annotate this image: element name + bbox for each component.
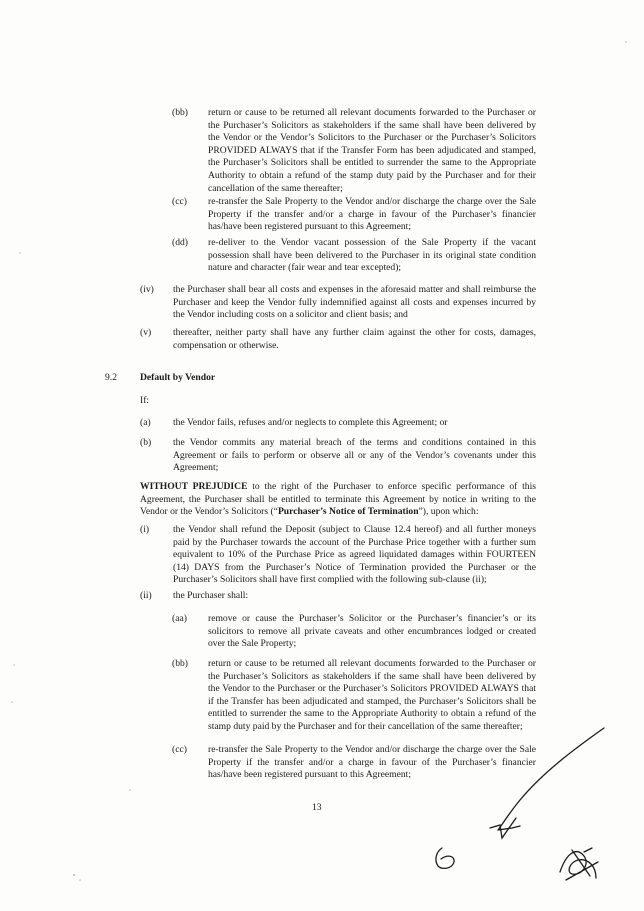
clause-text-a: the Vendor fails, refuses and/or neglects to complete this Agreement; or [173, 417, 448, 428]
notice-of-termination-term: Purchaser’s Notice of Termination [277, 506, 419, 518]
if-text: If: [140, 395, 150, 406]
signature [560, 848, 598, 880]
clause-text-cc-2: re-transfer the Sale Property to the Vendor and/or discharge the charge over the Sale Property if the transfer and/or a charge in favour of the Purchaser’s financier has/have been registered pursuant to this Agreement; [208, 744, 536, 781]
clause-text-cc: re-transfer the Sale Property to the Vendor and/or discharge the charge over the Sale Property if the transfer and/or a charge in favour of the Purchaser’s financier has/have been registered pursuant to this Agreement; [208, 196, 536, 233]
clause-text-ii: the Purchaser shall: [173, 590, 249, 601]
pen-stroke [498, 728, 604, 830]
clause-label-cc-2: (cc) [172, 744, 187, 755]
clause-text-bb-2: return or cause to be returned all relevant documents forwarded to the Purchaser or the Purchaser’s Solicitors as stakeholders if the same shall have been delivered by the Vendor to the Purchaser or the Purchaser’s Solicitors PROVIDED ALWAYS that if the Transfer has been adjudicated and stamped, the Purchaser’s Solicitors shall be entitled to surrender the same to the Appropriate Authority to obtain a refund of the stamp duty paid by the Purchaser and for their cancellation of the same thereafter; [208, 658, 536, 732]
clause-label-i: (i) [140, 524, 150, 535]
clause-label-cc: (cc) [172, 196, 187, 207]
handwritten-six [436, 848, 454, 868]
without-prejudice-text-2: ”), upon which: [418, 506, 479, 518]
clause-text-dd: re-deliver to the Vendor vacant possession of the Sale Property if the vacant possession shall have been delivered to the Purchaser in its original state condition nature and character (fair wear and tear excepted); [208, 237, 536, 274]
clause-label-b: (b) [140, 437, 152, 448]
clause-label-bb-2: (bb) [172, 658, 188, 669]
clause-text-aa-2: remove or cause the Purchaser’s Solicitor or the Purchaser’s financier’s or its solicitors to remove all private caveats and other encumbrances lodged or created over the Sale Property; [208, 613, 536, 650]
section-heading: Default by Vendor [140, 372, 216, 383]
clause-label-iv: (iv) [140, 284, 154, 295]
clause-label-aa-2: (aa) [172, 613, 187, 624]
clause-label-ii: (ii) [140, 590, 152, 601]
without-prejudice-lead: WITHOUT PREJUDICE [140, 481, 248, 492]
clause-text-b: the Vendor commits any material breach of the terms and conditions contained in this Agreement or fails to perform or observe all or any of the Vendor’s covenants under this Agreement; [173, 437, 536, 474]
clause-text-v: thereafter, neither party shall have any further claim against the other for costs, damages, compensation or otherwise. [173, 327, 536, 351]
clause-label-a: (a) [140, 417, 151, 428]
clause-label-v: (v) [140, 327, 152, 338]
clause-text-i: the Vendor shall refund the Deposit (subject to Clause 12.4 hereof) and all further moneys paid by the Purchaser towards the account of the Purchase Price together with a further sum equivalent to 10% of the Purchase Price as agreed liquidated damages within FOURTEEN (14) DAYS from the Purchaser’s Notice of Termination provided the Purchaser or the Purchaser’s Solicitors shall have first complied with the following sub-clause (ii); [173, 524, 536, 586]
clause-label-bb: (bb) [172, 107, 188, 118]
clause-text-iv: the Purchaser shall bear all costs and expenses in the aforesaid matter and shall reimburse the Purchaser and keep the Vendor fully indemnified against all costs and expenses incurred by the Vendor including costs on a solicitor and client basis; and [173, 284, 536, 321]
clause-text-bb: return or cause to be returned all relevant documents forwarded to the Purchaser or the Purchaser’s Solicitors as stakeholders if the same shall have been delivered by the Vendor or the Vendor’s Solicitors to the Purchaser or the Purchaser’s Solicitors PROVIDED ALWAYS that if the Transfer Form has been adjudicated and stamped, the Purchaser’s Solicitors shall be entitled to surrender the same to the Appropriate Authority to obtain a refund of the stamp duty paid by the Purchaser and for their cancellation of the same thereafter; [208, 107, 536, 194]
section-number: 9.2 [105, 372, 117, 383]
without-prejudice-text-1: to the right of the Purchaser to enforce specific performance of this Agreement, the Purchaser shall be entitled to terminate this Agreement by notice in writing to the Vendor or the Vendor’s Solicitors (“ [140, 481, 536, 518]
page-number: 13 [312, 802, 322, 813]
clause-label-dd: (dd) [172, 237, 188, 248]
